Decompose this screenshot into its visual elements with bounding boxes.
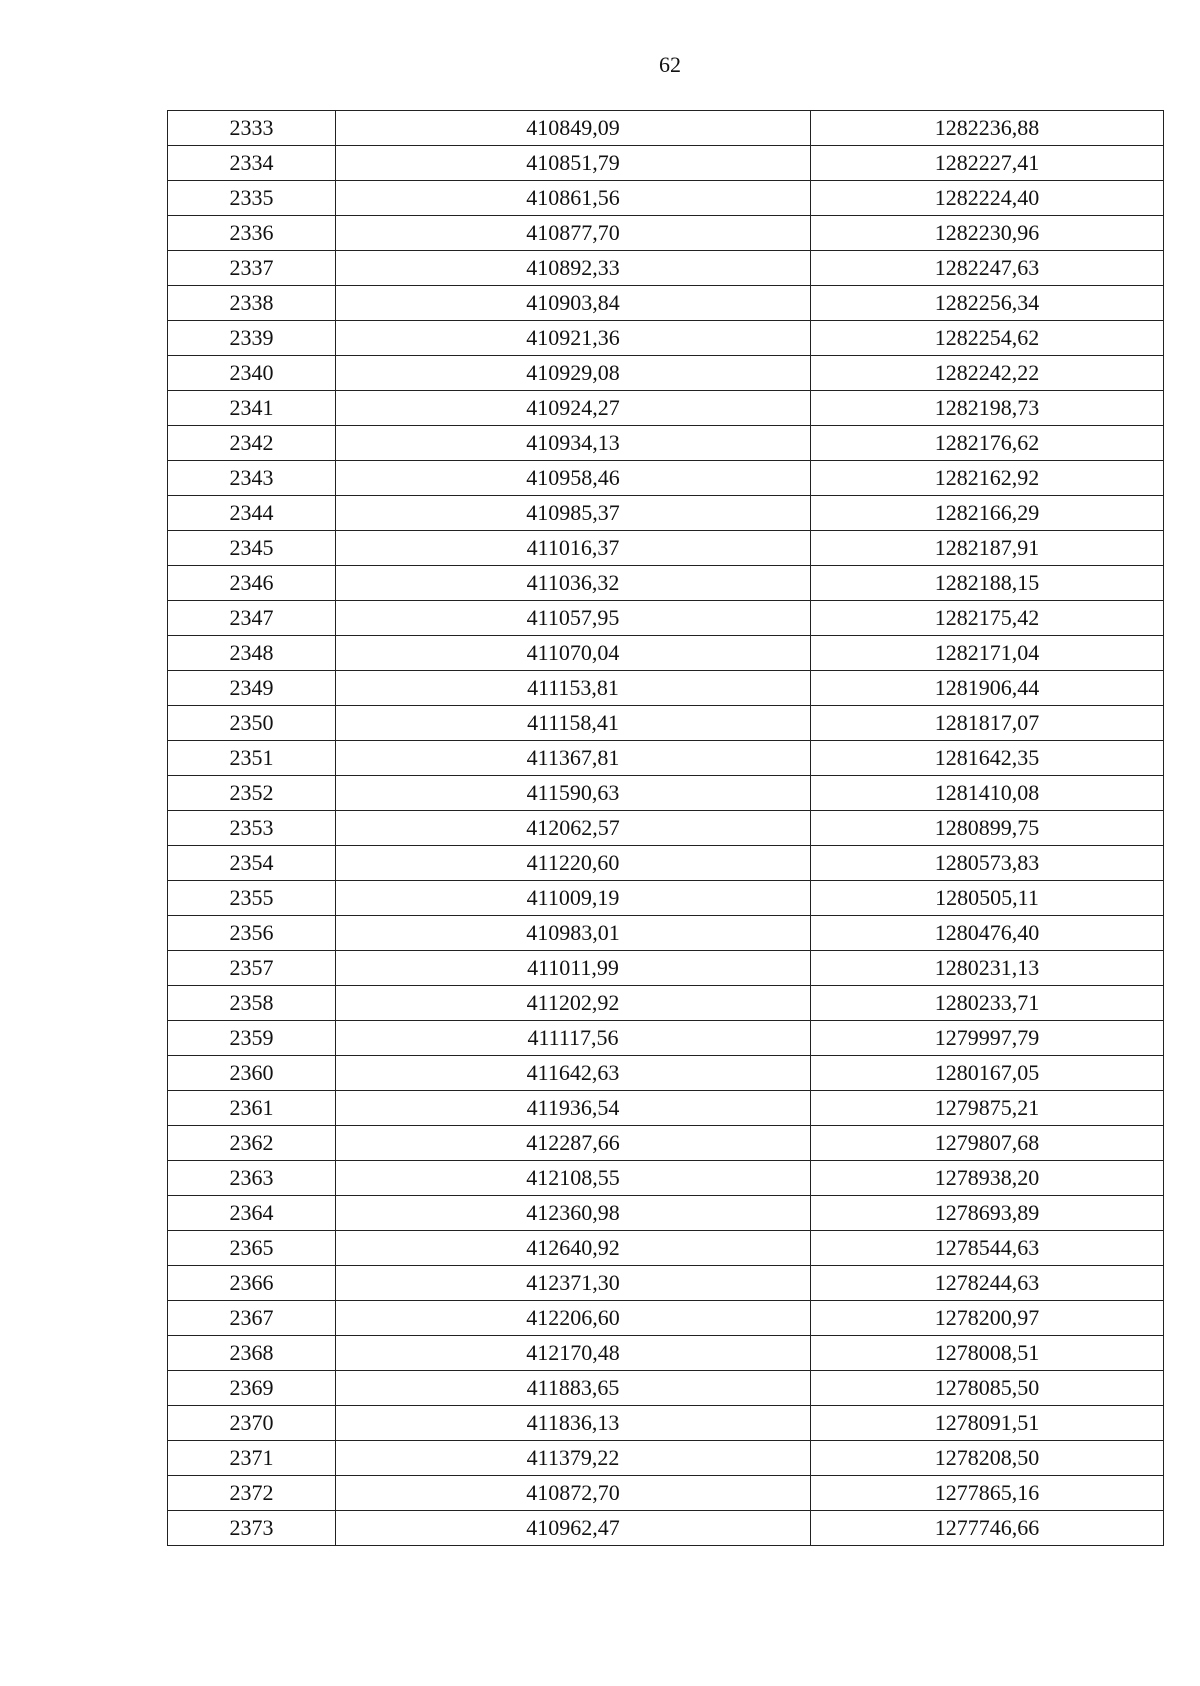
point-number-cell: 2373 <box>168 1511 336 1546</box>
table-row <box>168 1091 1164 1126</box>
point-number-cell: 2347 <box>168 601 336 636</box>
y-coordinate-cell: 1281817,07 <box>811 706 1164 741</box>
x-coordinate-cell: 411379,22 <box>336 1441 811 1476</box>
point-number-cell: 2341 <box>168 391 336 426</box>
y-coordinate-cell: 1277746,66 <box>811 1511 1164 1546</box>
x-coordinate-cell: 410849,09 <box>336 111 811 146</box>
x-coordinate-cell: 410983,01 <box>336 916 811 951</box>
x-coordinate-cell: 411367,81 <box>336 741 811 776</box>
table-row <box>168 1441 1164 1476</box>
y-coordinate-cell: 1279875,21 <box>811 1091 1164 1126</box>
point-number-cell: 2350 <box>168 706 336 741</box>
x-coordinate-cell: 411836,13 <box>336 1406 811 1441</box>
table-row <box>168 1126 1164 1161</box>
table-row <box>168 1021 1164 1056</box>
point-number-cell: 2368 <box>168 1336 336 1371</box>
y-coordinate-cell: 1282254,62 <box>811 321 1164 356</box>
table-row <box>168 1161 1164 1196</box>
point-number-cell: 2349 <box>168 671 336 706</box>
y-coordinate-cell: 1278244,63 <box>811 1266 1164 1301</box>
x-coordinate-cell: 411153,81 <box>336 671 811 706</box>
table-row <box>168 1406 1164 1441</box>
table-row <box>168 1336 1164 1371</box>
x-coordinate-cell: 410851,79 <box>336 146 811 181</box>
x-coordinate-cell: 412640,92 <box>336 1231 811 1266</box>
x-coordinate-cell: 411220,60 <box>336 846 811 881</box>
y-coordinate-cell: 1279807,68 <box>811 1126 1164 1161</box>
y-coordinate-cell: 1280573,83 <box>811 846 1164 881</box>
table-row <box>168 181 1164 216</box>
x-coordinate-cell: 411590,63 <box>336 776 811 811</box>
x-coordinate-cell: 411202,92 <box>336 986 811 1021</box>
point-number-cell: 2363 <box>168 1161 336 1196</box>
x-coordinate-cell: 411016,37 <box>336 531 811 566</box>
y-coordinate-cell: 1278938,20 <box>811 1161 1164 1196</box>
point-number-cell: 2353 <box>168 811 336 846</box>
x-coordinate-cell: 412170,48 <box>336 1336 811 1371</box>
point-number-cell: 2364 <box>168 1196 336 1231</box>
page-number: 62 <box>659 52 681 77</box>
x-coordinate-cell: 410934,13 <box>336 426 811 461</box>
y-coordinate-cell: 1282242,22 <box>811 356 1164 391</box>
table-row <box>168 1371 1164 1406</box>
y-coordinate-cell: 1279997,79 <box>811 1021 1164 1056</box>
x-coordinate-cell: 411158,41 <box>336 706 811 741</box>
x-coordinate-cell: 410921,36 <box>336 321 811 356</box>
x-coordinate-cell: 412371,30 <box>336 1266 811 1301</box>
x-coordinate-cell: 410962,47 <box>336 1511 811 1546</box>
point-number-cell: 2361 <box>168 1091 336 1126</box>
y-coordinate-cell: 1282175,42 <box>811 601 1164 636</box>
x-coordinate-cell: 411117,56 <box>336 1021 811 1056</box>
point-number-cell: 2348 <box>168 636 336 671</box>
x-coordinate-cell: 411057,95 <box>336 601 811 636</box>
y-coordinate-cell: 1282166,29 <box>811 496 1164 531</box>
point-number-cell: 2336 <box>168 216 336 251</box>
y-coordinate-cell: 1282247,63 <box>811 251 1164 286</box>
point-number-cell: 2352 <box>168 776 336 811</box>
table-row <box>168 391 1164 426</box>
point-number-cell: 2357 <box>168 951 336 986</box>
x-coordinate-cell: 411036,32 <box>336 566 811 601</box>
point-number-cell: 2367 <box>168 1301 336 1336</box>
table-row <box>168 531 1164 566</box>
y-coordinate-cell: 1282198,73 <box>811 391 1164 426</box>
y-coordinate-cell: 1282162,92 <box>811 461 1164 496</box>
point-number-cell: 2360 <box>168 1056 336 1091</box>
coordinates-table <box>167 110 1164 1546</box>
y-coordinate-cell: 1278008,51 <box>811 1336 1164 1371</box>
table-row <box>168 1301 1164 1336</box>
y-coordinate-cell: 1278200,97 <box>811 1301 1164 1336</box>
y-coordinate-cell: 1282230,96 <box>811 216 1164 251</box>
y-coordinate-cell: 1280476,40 <box>811 916 1164 951</box>
table-row <box>168 251 1164 286</box>
y-coordinate-cell: 1282188,15 <box>811 566 1164 601</box>
y-coordinate-cell: 1281410,08 <box>811 776 1164 811</box>
table-row <box>168 426 1164 461</box>
x-coordinate-cell: 412108,55 <box>336 1161 811 1196</box>
coordinates-table-body <box>168 111 1164 1546</box>
table-row <box>168 566 1164 601</box>
table-row <box>168 951 1164 986</box>
y-coordinate-cell: 1282227,41 <box>811 146 1164 181</box>
point-number-cell: 2333 <box>168 111 336 146</box>
y-coordinate-cell: 1278208,50 <box>811 1441 1164 1476</box>
y-coordinate-cell: 1282176,62 <box>811 426 1164 461</box>
point-number-cell: 2351 <box>168 741 336 776</box>
x-coordinate-cell: 411936,54 <box>336 1091 811 1126</box>
y-coordinate-cell: 1280505,11 <box>811 881 1164 916</box>
point-number-cell: 2339 <box>168 321 336 356</box>
y-coordinate-cell: 1280167,05 <box>811 1056 1164 1091</box>
y-coordinate-cell: 1280231,13 <box>811 951 1164 986</box>
point-number-cell: 2359 <box>168 1021 336 1056</box>
table-row <box>168 1196 1164 1231</box>
x-coordinate-cell: 412287,66 <box>336 1126 811 1161</box>
x-coordinate-cell: 410985,37 <box>336 496 811 531</box>
table-row <box>168 881 1164 916</box>
point-number-cell: 2370 <box>168 1406 336 1441</box>
y-coordinate-cell: 1277865,16 <box>811 1476 1164 1511</box>
point-number-cell: 2355 <box>168 881 336 916</box>
table-row <box>168 1056 1164 1091</box>
point-number-cell: 2358 <box>168 986 336 1021</box>
y-coordinate-cell: 1281642,35 <box>811 741 1164 776</box>
table-row <box>168 671 1164 706</box>
point-number-cell: 2371 <box>168 1441 336 1476</box>
x-coordinate-cell: 412206,60 <box>336 1301 811 1336</box>
table-row <box>168 811 1164 846</box>
table-row <box>168 916 1164 951</box>
x-coordinate-cell: 410877,70 <box>336 216 811 251</box>
table-row <box>168 286 1164 321</box>
point-number-cell: 2334 <box>168 146 336 181</box>
table-row <box>168 461 1164 496</box>
x-coordinate-cell: 410903,84 <box>336 286 811 321</box>
y-coordinate-cell: 1280233,71 <box>811 986 1164 1021</box>
table-row <box>168 741 1164 776</box>
point-number-cell: 2346 <box>168 566 336 601</box>
y-coordinate-cell: 1282236,88 <box>811 111 1164 146</box>
table-row <box>168 1231 1164 1266</box>
x-coordinate-cell: 410861,56 <box>336 181 811 216</box>
table-row <box>168 216 1164 251</box>
y-coordinate-cell: 1278693,89 <box>811 1196 1164 1231</box>
x-coordinate-cell: 411009,19 <box>336 881 811 916</box>
point-number-cell: 2356 <box>168 916 336 951</box>
x-coordinate-cell: 410929,08 <box>336 356 811 391</box>
table-row <box>168 1511 1164 1546</box>
point-number-cell: 2340 <box>168 356 336 391</box>
point-number-cell: 2372 <box>168 1476 336 1511</box>
point-number-cell: 2345 <box>168 531 336 566</box>
y-coordinate-cell: 1278085,50 <box>811 1371 1164 1406</box>
table-row <box>168 986 1164 1021</box>
point-number-cell: 2362 <box>168 1126 336 1161</box>
y-coordinate-cell: 1282187,91 <box>811 531 1164 566</box>
table-row <box>168 321 1164 356</box>
table-row <box>168 496 1164 531</box>
x-coordinate-cell: 410872,70 <box>336 1476 811 1511</box>
table-row <box>168 356 1164 391</box>
point-number-cell: 2343 <box>168 461 336 496</box>
table-row <box>168 846 1164 881</box>
table-row <box>168 1266 1164 1301</box>
point-number-cell: 2366 <box>168 1266 336 1301</box>
table-row <box>168 601 1164 636</box>
table-row <box>168 636 1164 671</box>
table-row <box>168 146 1164 181</box>
point-number-cell: 2354 <box>168 846 336 881</box>
x-coordinate-cell: 411883,65 <box>336 1371 811 1406</box>
point-number-cell: 2365 <box>168 1231 336 1266</box>
x-coordinate-cell: 410892,33 <box>336 251 811 286</box>
point-number-cell: 2342 <box>168 426 336 461</box>
point-number-cell: 2369 <box>168 1371 336 1406</box>
x-coordinate-cell: 412360,98 <box>336 1196 811 1231</box>
y-coordinate-cell: 1278544,63 <box>811 1231 1164 1266</box>
point-number-cell: 2344 <box>168 496 336 531</box>
x-coordinate-cell: 411642,63 <box>336 1056 811 1091</box>
y-coordinate-cell: 1282256,34 <box>811 286 1164 321</box>
x-coordinate-cell: 411070,04 <box>336 636 811 671</box>
point-number-cell: 2337 <box>168 251 336 286</box>
y-coordinate-cell: 1280899,75 <box>811 811 1164 846</box>
y-coordinate-cell: 1282224,40 <box>811 181 1164 216</box>
x-coordinate-cell: 412062,57 <box>336 811 811 846</box>
y-coordinate-cell: 1278091,51 <box>811 1406 1164 1441</box>
x-coordinate-cell: 410924,27 <box>336 391 811 426</box>
y-coordinate-cell: 1281906,44 <box>811 671 1164 706</box>
x-coordinate-cell: 410958,46 <box>336 461 811 496</box>
x-coordinate-cell: 411011,99 <box>336 951 811 986</box>
point-number-cell: 2338 <box>168 286 336 321</box>
y-coordinate-cell: 1282171,04 <box>811 636 1164 671</box>
table-row <box>168 776 1164 811</box>
table-row <box>168 111 1164 146</box>
table-row <box>168 1476 1164 1511</box>
point-number-cell: 2335 <box>168 181 336 216</box>
table-row <box>168 706 1164 741</box>
